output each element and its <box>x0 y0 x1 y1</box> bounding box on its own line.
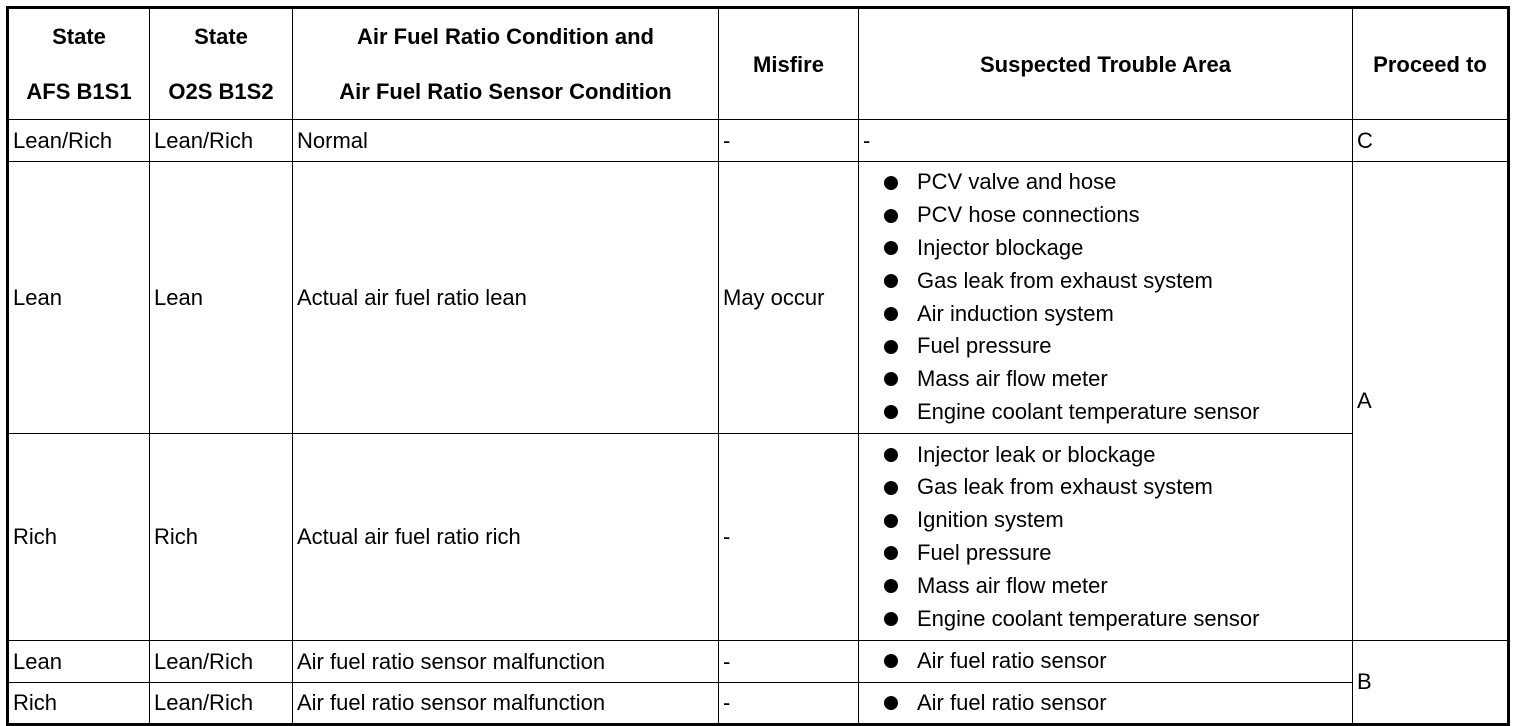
list-item: Injector leak or blockage <box>863 439 1348 472</box>
header-proceed-to: Proceed to <box>1353 8 1509 120</box>
cell-trouble-area <box>859 683 1353 725</box>
header-o2s: State O2S B1S2 <box>150 8 293 120</box>
header-row <box>8 8 1509 120</box>
list-item: PCV valve and hose <box>863 166 1348 199</box>
cell-condition: Normal <box>293 120 719 162</box>
table-row <box>8 683 1509 725</box>
list-item: Ignition system <box>863 504 1348 537</box>
bullet-icon <box>884 696 898 710</box>
cell-o2s: Rich <box>150 434 293 641</box>
cell-misfire: - <box>719 641 859 683</box>
header-trouble-area: Suspected Trouble Area <box>859 8 1353 120</box>
list-item: Air fuel ratio sensor <box>863 687 1348 720</box>
cell-o2s: Lean/Rich <box>150 641 293 683</box>
list-item: Mass air flow meter <box>863 570 1348 603</box>
cell-o2s: Lean/Rich <box>150 683 293 725</box>
table-row <box>8 641 1509 683</box>
table-row <box>8 434 1509 641</box>
bullet-icon <box>884 340 898 354</box>
list-item: Air fuel ratio sensor <box>863 645 1348 678</box>
list-item: Gas leak from exhaust system <box>863 471 1348 504</box>
cell-condition: Air fuel ratio sensor malfunction <box>293 641 719 683</box>
trouble-list <box>863 439 1348 636</box>
bullet-icon <box>884 579 898 593</box>
trouble-list <box>863 645 1348 678</box>
cell-afs: Lean/Rich <box>8 120 150 162</box>
cell-trouble-area: - <box>859 120 1353 162</box>
bullet-icon <box>884 514 898 528</box>
trouble-list <box>863 166 1348 428</box>
table-row <box>8 162 1509 434</box>
diagnostic-table <box>6 6 1510 726</box>
cell-condition: Actual air fuel ratio rich <box>293 434 719 641</box>
bullet-icon <box>884 176 898 190</box>
cell-proceed: A <box>1353 162 1509 641</box>
cell-o2s: Lean <box>150 162 293 434</box>
list-item: Engine coolant temperature sensor <box>863 603 1348 636</box>
cell-misfire: - <box>719 434 859 641</box>
bullet-icon <box>884 372 898 386</box>
bullet-icon <box>884 654 898 668</box>
cell-proceed: C <box>1353 120 1509 162</box>
cell-trouble-area <box>859 162 1353 434</box>
cell-condition: Actual air fuel ratio lean <box>293 162 719 434</box>
cell-afs: Rich <box>8 683 150 725</box>
header-afs: State AFS B1S1 <box>8 8 150 120</box>
list-item: Mass air flow meter <box>863 363 1348 396</box>
cell-afs: Rich <box>8 434 150 641</box>
header-condition: Air Fuel Ratio Condition and Air Fuel Ratio Sensor Condition <box>293 8 719 120</box>
header-misfire: Misfire <box>719 8 859 120</box>
bullet-icon <box>884 274 898 288</box>
list-item: Fuel pressure <box>863 537 1348 570</box>
list-item: Fuel pressure <box>863 330 1348 363</box>
cell-misfire: - <box>719 120 859 162</box>
list-item: Gas leak from exhaust system <box>863 265 1348 298</box>
list-item: PCV hose connections <box>863 199 1348 232</box>
cell-condition: Air fuel ratio sensor malfunction <box>293 683 719 725</box>
bullet-icon <box>884 209 898 223</box>
list-item: Injector blockage <box>863 232 1348 265</box>
cell-trouble-area <box>859 641 1353 683</box>
bullet-icon <box>884 241 898 255</box>
list-item: Engine coolant temperature sensor <box>863 396 1348 429</box>
cell-trouble-area <box>859 434 1353 641</box>
bullet-icon <box>884 612 898 626</box>
bullet-icon <box>884 307 898 321</box>
cell-afs: Lean <box>8 162 150 434</box>
trouble-list <box>863 687 1348 720</box>
bullet-icon <box>884 405 898 419</box>
cell-misfire: May occur <box>719 162 859 434</box>
cell-o2s: Lean/Rich <box>150 120 293 162</box>
bullet-icon <box>884 481 898 495</box>
table-row <box>8 120 1509 162</box>
bullet-icon <box>884 546 898 560</box>
list-item: Air induction system <box>863 298 1348 331</box>
bullet-icon <box>884 448 898 462</box>
cell-afs: Lean <box>8 641 150 683</box>
cell-proceed: B <box>1353 641 1509 725</box>
cell-misfire: - <box>719 683 859 725</box>
